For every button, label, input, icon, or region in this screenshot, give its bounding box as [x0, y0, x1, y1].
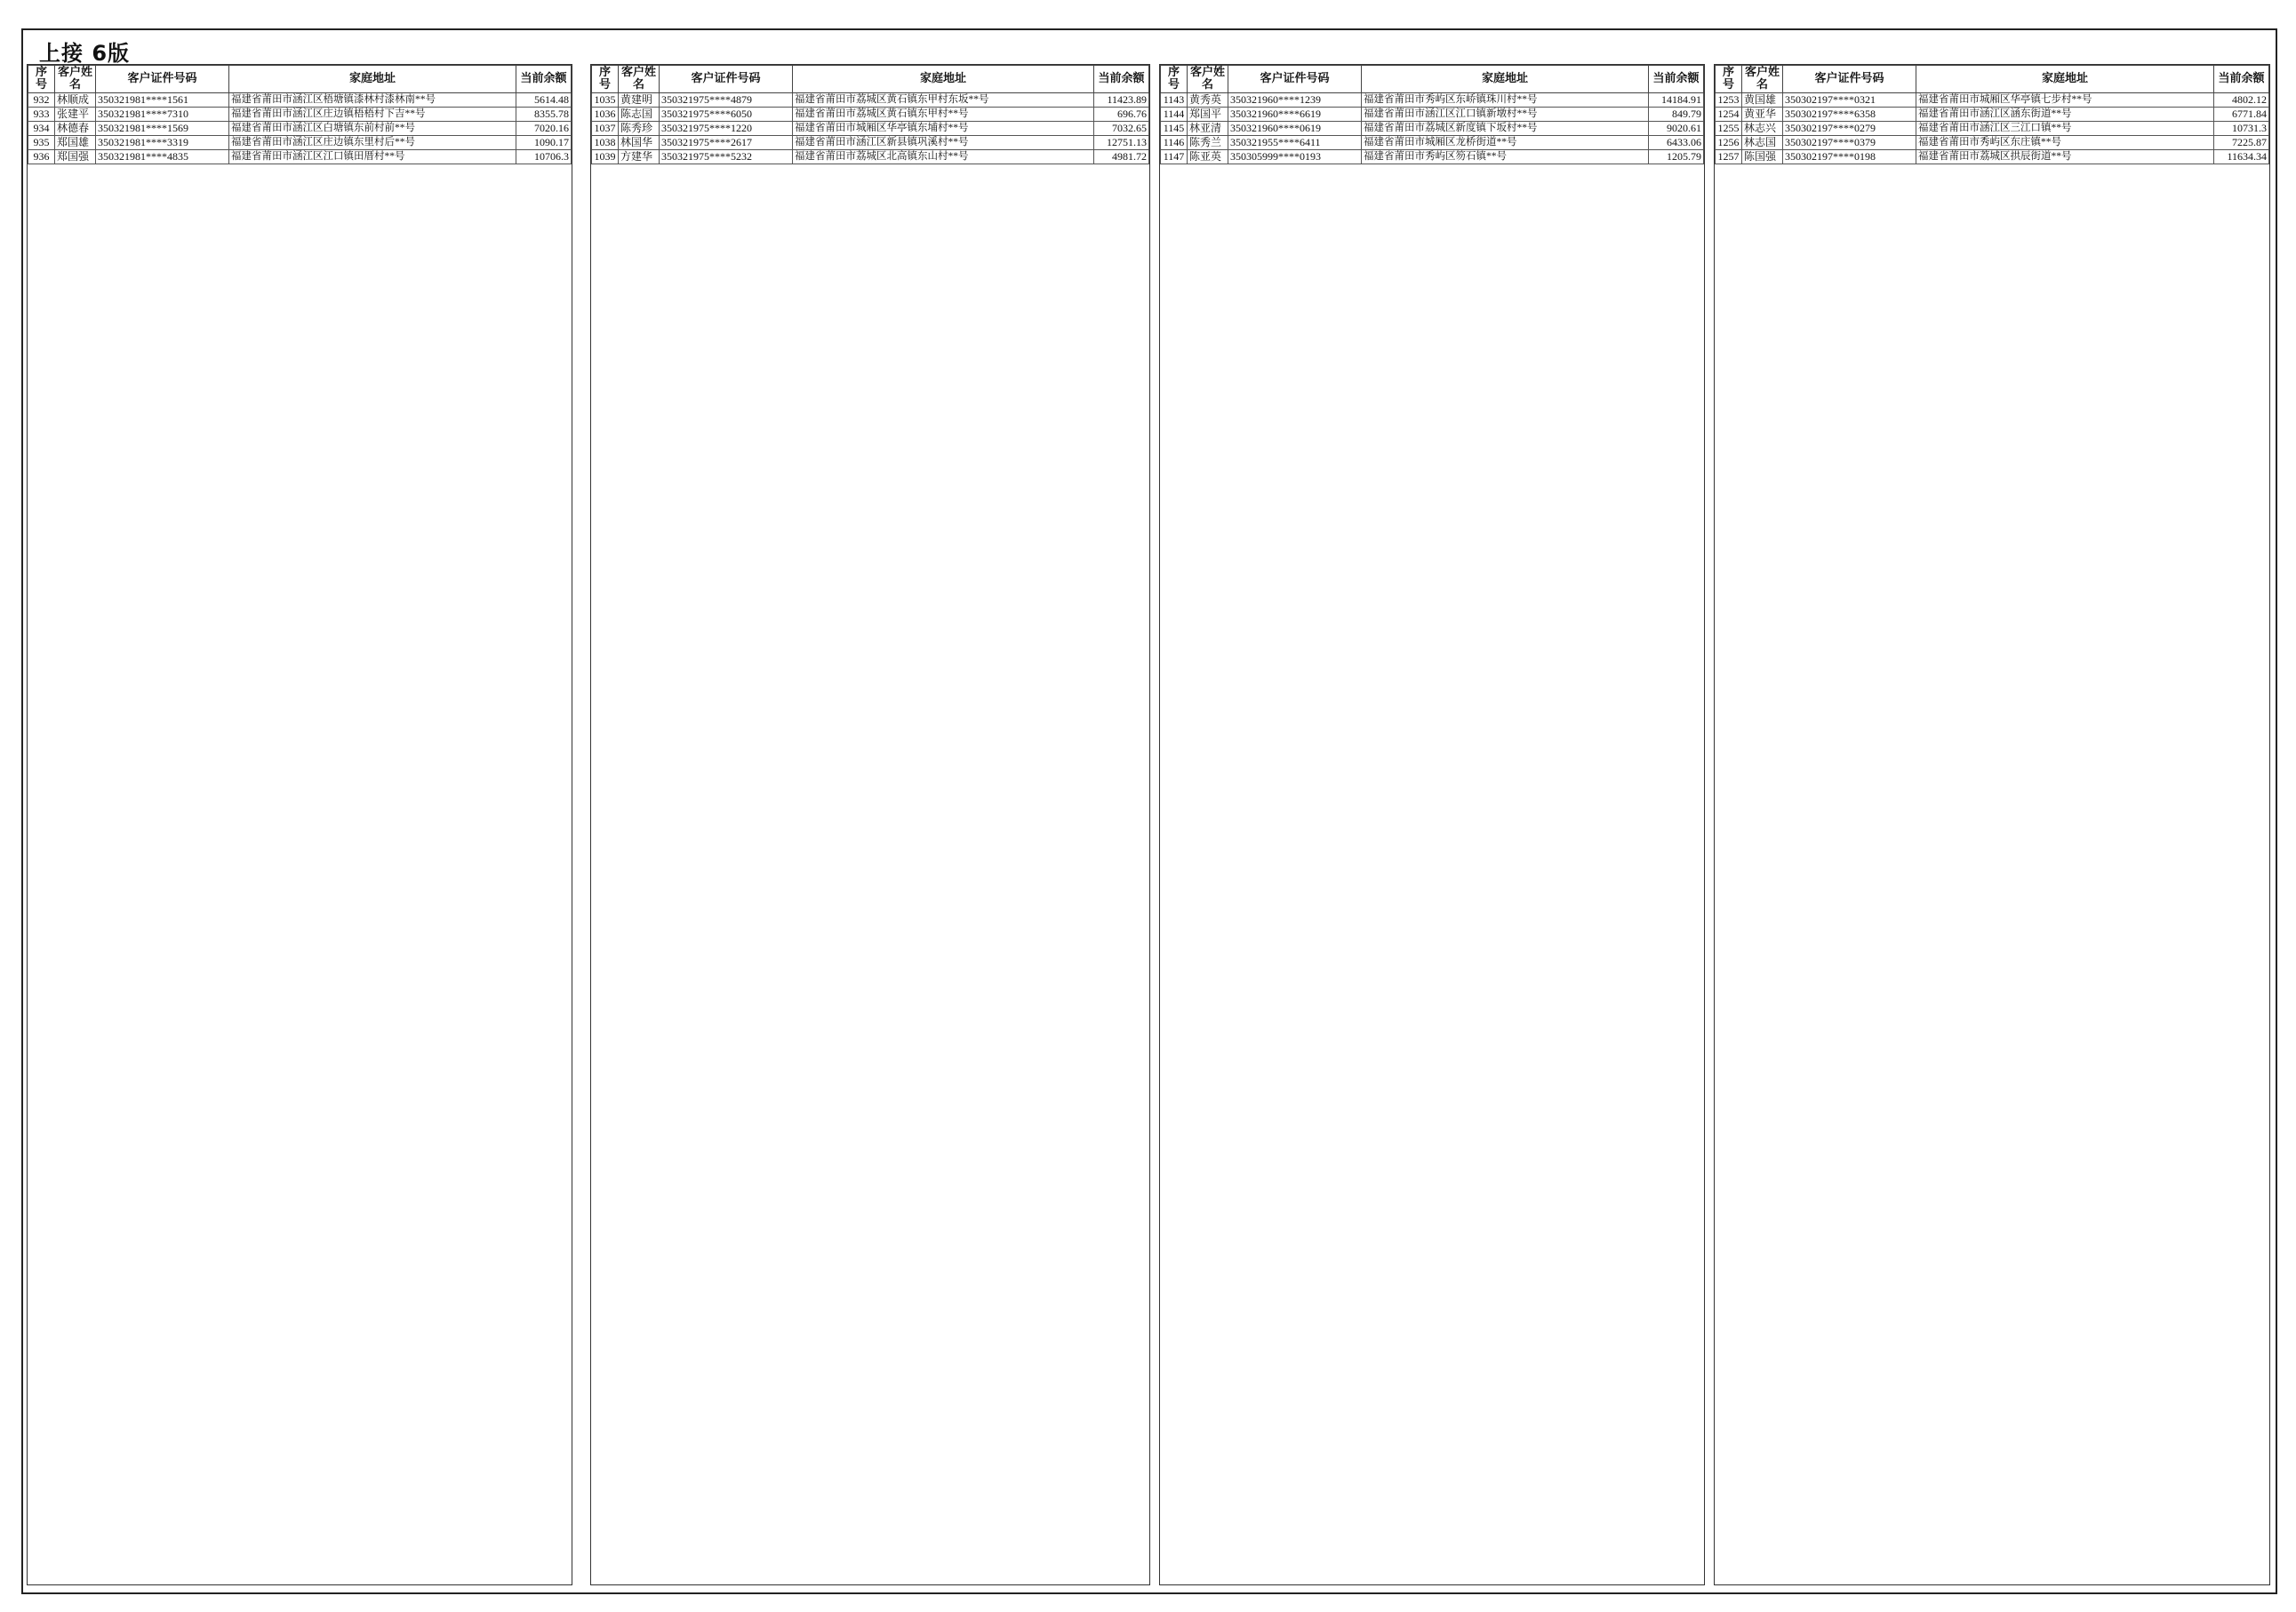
row-amount: 10731.3 — [2214, 122, 2269, 136]
header-address: 家庭地址 — [1916, 66, 2214, 93]
table-block-2 — [590, 64, 1150, 1585]
row-amount: 5614.48 — [516, 93, 572, 108]
header-id: 客户证件号码 — [1783, 66, 1916, 93]
row-no: 1254 — [1716, 108, 1742, 122]
table-block-1 — [27, 64, 572, 1585]
row-address: 福建省莆田市荔城区黄石镇东甲村东坂**号 — [793, 93, 1094, 108]
table-row — [28, 122, 572, 136]
row-name: 陈秀兰 — [1188, 136, 1228, 150]
header-no: 序号 — [592, 66, 619, 93]
table-header-row — [1161, 66, 1704, 93]
header-address: 家庭地址 — [229, 66, 516, 93]
row-id: 350302197****0279 — [1783, 122, 1916, 136]
row-id: 350321975****6050 — [660, 108, 793, 122]
row-amount: 7032.65 — [1094, 122, 1149, 136]
customer-table-2 — [591, 65, 1149, 164]
header-id: 客户证件号码 — [660, 66, 793, 93]
row-no: 1035 — [592, 93, 619, 108]
row-address: 福建省莆田市城厢区华亭镇七步村**号 — [1916, 93, 2214, 108]
table-header-row — [592, 66, 1149, 93]
header-name: 客户姓名 — [1188, 66, 1228, 93]
row-amount: 1205.79 — [1649, 150, 1704, 164]
row-id: 350321981****1569 — [96, 122, 229, 136]
row-id: 350321955****6411 — [1228, 136, 1362, 150]
row-id: 350321960****6619 — [1228, 108, 1362, 122]
row-amount: 4802.12 — [2214, 93, 2269, 108]
row-no: 1256 — [1716, 136, 1742, 150]
row-id: 350321975****1220 — [660, 122, 793, 136]
row-amount: 11634.34 — [2214, 150, 2269, 164]
row-address: 福建省莆田市涵江区江口镇新墩村**号 — [1362, 108, 1649, 122]
row-address: 福建省莆田市涵江区新县镇巩溪村**号 — [793, 136, 1094, 150]
table-row — [28, 150, 572, 164]
customer-table-4 — [1715, 65, 2269, 164]
row-address: 福建省莆田市荔城区北高镇东山村**号 — [793, 150, 1094, 164]
table-row — [1716, 93, 2269, 108]
table-row — [28, 93, 572, 108]
table-row — [592, 108, 1149, 122]
header-name: 客户姓名 — [619, 66, 660, 93]
row-no: 932 — [28, 93, 55, 108]
row-amount: 7225.87 — [2214, 136, 2269, 150]
row-address: 福建省莆田市秀屿区东庄镇**号 — [1916, 136, 2214, 150]
row-name: 陈国强 — [1742, 150, 1783, 164]
row-no: 935 — [28, 136, 55, 150]
row-name: 林德春 — [55, 122, 96, 136]
row-address: 福建省莆田市荔城区黄石镇东甲村**号 — [793, 108, 1094, 122]
table-block-3 — [1159, 64, 1705, 1585]
row-no: 1255 — [1716, 122, 1742, 136]
row-no: 936 — [28, 150, 55, 164]
row-address: 福建省莆田市涵江区三江口镇**号 — [1916, 122, 2214, 136]
table-row — [592, 122, 1149, 136]
row-name: 陈秀珍 — [619, 122, 660, 136]
row-no: 1146 — [1161, 136, 1188, 150]
table-row — [1161, 93, 1704, 108]
header-amount: 当前余额 — [1649, 66, 1704, 93]
row-address: 福建省莆田市城厢区龙桥街道**号 — [1362, 136, 1649, 150]
table-row — [1161, 136, 1704, 150]
row-name: 郑国强 — [55, 150, 96, 164]
page-title: 上接 6版 — [39, 41, 131, 66]
row-no: 1147 — [1161, 150, 1188, 164]
table-row — [28, 108, 572, 122]
row-id: 350302197****0379 — [1783, 136, 1916, 150]
row-address: 福建省莆田市秀屿区笏石镇**号 — [1362, 150, 1649, 164]
row-no: 934 — [28, 122, 55, 136]
row-address: 福建省莆田市荔城区拱辰街道**号 — [1916, 150, 2214, 164]
row-name: 林志国 — [1742, 136, 1783, 150]
row-address: 福建省莆田市涵江区江口镇田厝村**号 — [229, 150, 516, 164]
header-no: 序号 — [1716, 66, 1742, 93]
row-id: 350302197****6358 — [1783, 108, 1916, 122]
row-name: 黄国雄 — [1742, 93, 1783, 108]
row-no: 1036 — [592, 108, 619, 122]
row-name: 林顺成 — [55, 93, 96, 108]
row-no: 1039 — [592, 150, 619, 164]
row-address: 福建省莆田市涵江区梧塘镇漆林村漆林南**号 — [229, 93, 516, 108]
header-amount: 当前余额 — [516, 66, 572, 93]
row-no: 1145 — [1161, 122, 1188, 136]
row-amount: 11423.89 — [1094, 93, 1149, 108]
row-id: 350321975****4879 — [660, 93, 793, 108]
row-address: 福建省莆田市涵江区涵东街道**号 — [1916, 108, 2214, 122]
row-name: 林国华 — [619, 136, 660, 150]
row-amount: 14184.91 — [1649, 93, 1704, 108]
row-name: 郑国雄 — [55, 136, 96, 150]
row-id: 350321960****1239 — [1228, 93, 1362, 108]
row-id: 350302197****0198 — [1783, 150, 1916, 164]
header-address: 家庭地址 — [1362, 66, 1649, 93]
row-address: 福建省莆田市城厢区华亭镇东埔村**号 — [793, 122, 1094, 136]
row-id: 350321981****7310 — [96, 108, 229, 122]
row-no: 1144 — [1161, 108, 1188, 122]
row-id: 350302197****0321 — [1783, 93, 1916, 108]
row-address: 福建省莆田市涵江区白塘镇东前村前**号 — [229, 122, 516, 136]
customer-table-1 — [28, 65, 572, 164]
row-id: 350305999****0193 — [1228, 150, 1362, 164]
table-header-row — [1716, 66, 2269, 93]
table-row — [1716, 122, 2269, 136]
row-id: 350321981****3319 — [96, 136, 229, 150]
header-name: 客户姓名 — [1742, 66, 1783, 93]
header-name: 客户姓名 — [55, 66, 96, 93]
row-amount: 4981.72 — [1094, 150, 1149, 164]
table-row — [1161, 108, 1704, 122]
row-no: 1143 — [1161, 93, 1188, 108]
row-name: 林亚清 — [1188, 122, 1228, 136]
row-name: 方建华 — [619, 150, 660, 164]
header-address: 家庭地址 — [793, 66, 1094, 93]
table-row — [1716, 136, 2269, 150]
row-amount: 1090.17 — [516, 136, 572, 150]
row-amount: 6433.06 — [1649, 136, 1704, 150]
table-row — [1161, 122, 1704, 136]
table-row — [1161, 150, 1704, 164]
row-id: 350321975****2617 — [660, 136, 793, 150]
row-id: 350321960****0619 — [1228, 122, 1362, 136]
header-no: 序号 — [28, 66, 55, 93]
row-name: 陈亚英 — [1188, 150, 1228, 164]
row-name: 林志兴 — [1742, 122, 1783, 136]
table-row — [592, 150, 1149, 164]
row-no: 1257 — [1716, 150, 1742, 164]
row-no: 1038 — [592, 136, 619, 150]
customer-table-3 — [1160, 65, 1704, 164]
header-amount: 当前余额 — [1094, 66, 1149, 93]
row-name: 陈志国 — [619, 108, 660, 122]
row-name: 张建平 — [55, 108, 96, 122]
table-row — [1716, 150, 2269, 164]
row-name: 黄亚华 — [1742, 108, 1783, 122]
row-amount: 7020.16 — [516, 122, 572, 136]
row-address: 福建省莆田市秀屿区东峤镇珠川村**号 — [1362, 93, 1649, 108]
row-id: 350321981****4835 — [96, 150, 229, 164]
table-row — [592, 136, 1149, 150]
header-id: 客户证件号码 — [1228, 66, 1362, 93]
row-no: 1037 — [592, 122, 619, 136]
row-id: 350321981****1561 — [96, 93, 229, 108]
row-id: 350321975****5232 — [660, 150, 793, 164]
table-block-4 — [1714, 64, 2270, 1585]
row-amount: 10706.3 — [516, 150, 572, 164]
table-row — [592, 93, 1149, 108]
header-amount: 当前余额 — [2214, 66, 2269, 93]
row-no: 1253 — [1716, 93, 1742, 108]
row-name: 郑国平 — [1188, 108, 1228, 122]
row-name: 黄秀英 — [1188, 93, 1228, 108]
row-amount: 8355.78 — [516, 108, 572, 122]
table-header-row — [28, 66, 572, 93]
table-row — [1716, 108, 2269, 122]
table-row — [28, 136, 572, 150]
row-name: 黄建明 — [619, 93, 660, 108]
row-amount: 12751.13 — [1094, 136, 1149, 150]
row-amount: 696.76 — [1094, 108, 1149, 122]
row-address: 福建省莆田市涵江区庄边镇东里村后**号 — [229, 136, 516, 150]
row-address: 福建省莆田市涵江区庄边镇梧梧村下吉**号 — [229, 108, 516, 122]
row-address: 福建省莆田市荔城区新度镇下坂村**号 — [1362, 122, 1649, 136]
row-no: 933 — [28, 108, 55, 122]
header-no: 序号 — [1161, 66, 1188, 93]
row-amount: 6771.84 — [2214, 108, 2269, 122]
row-amount: 9020.61 — [1649, 122, 1704, 136]
header-id: 客户证件号码 — [96, 66, 229, 93]
row-amount: 849.79 — [1649, 108, 1704, 122]
